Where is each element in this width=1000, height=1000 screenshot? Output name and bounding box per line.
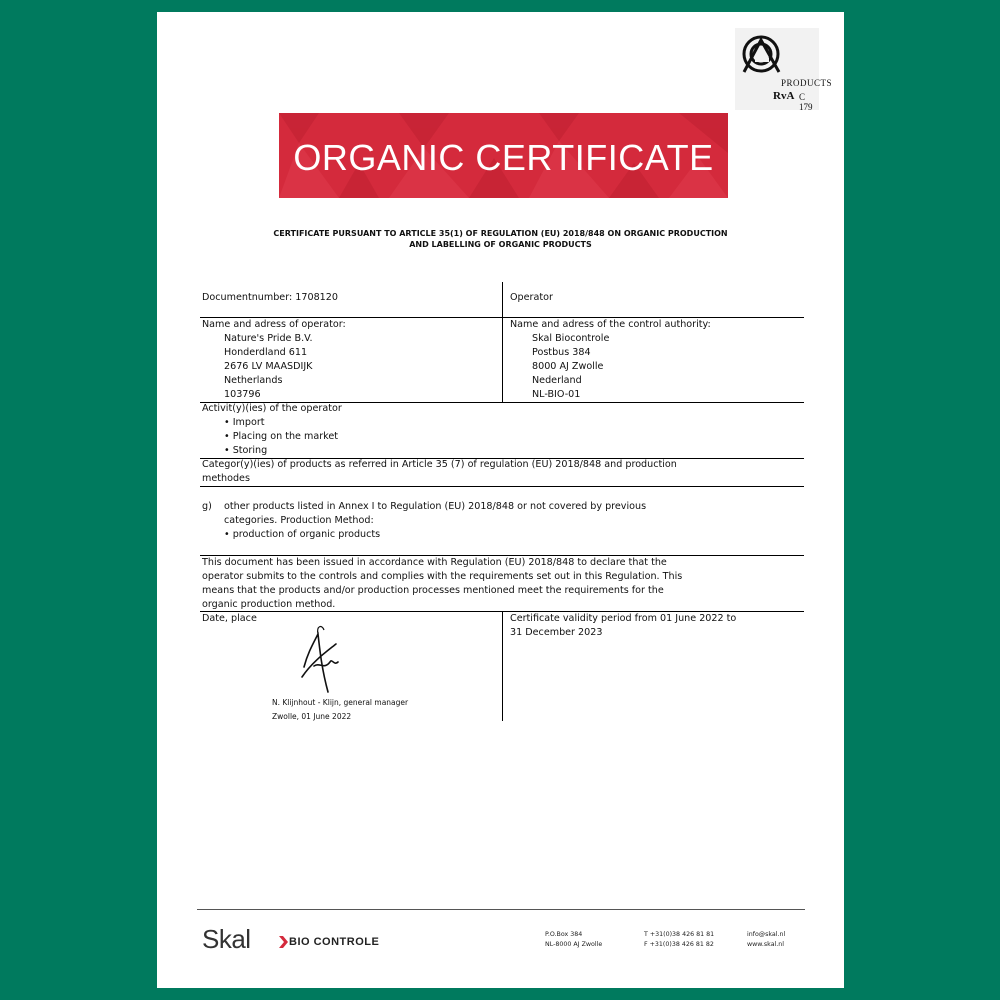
- document-number: Documentnumber: 1708120: [202, 292, 338, 303]
- date-place-label: Date, place: [202, 613, 257, 624]
- statement-line: organic production method.: [202, 599, 336, 610]
- footer-address: [545, 930, 602, 950]
- subtitle-line-2: AND LABELLING OF ORGANIC PRODUCTS: [409, 240, 592, 249]
- authority-postbus: Postbus 384: [532, 347, 591, 358]
- rva-label: RvA: [773, 90, 795, 102]
- footer-contact: [747, 930, 785, 950]
- footer-web[interactable]: www.skal.nl: [747, 941, 785, 948]
- activity-item: • Placing on the market: [224, 431, 339, 442]
- footer-email[interactable]: info@skal.nl: [747, 931, 786, 938]
- rva-accreditation-logo: [735, 28, 833, 112]
- validity-line-1: Certificate validity period from 01 June 2022 to: [510, 613, 737, 624]
- activity-item: • Storing: [224, 445, 268, 456]
- statement-line: operator submits to the controls and complies with the requirements set out in this Regulation. This: [202, 571, 683, 582]
- statement-line: This document has been issued in accordance with Regulation (EU) 2018/848 to declare that the: [202, 557, 667, 568]
- category-description: [224, 500, 646, 542]
- category-text-line-2: categories. Production Method:: [224, 515, 374, 526]
- operator-address-label: Name and adress of operator:: [202, 319, 346, 330]
- rva-code: C 179: [799, 92, 813, 112]
- footer-phone-fax: [644, 930, 714, 950]
- skal-logo: Skal: [202, 924, 251, 954]
- category-letter: g): [202, 501, 212, 512]
- activities-label: Activit(y)(ies) of the operator: [202, 403, 342, 414]
- certificate-page: [157, 12, 844, 988]
- authority-name: Skal Biocontrole: [532, 333, 610, 344]
- certificate-title: ORGANIC CERTIFICATE: [293, 137, 714, 178]
- categories-label-line-2: methodes: [202, 473, 250, 484]
- operator-country: Netherlands: [224, 375, 283, 386]
- table-divider-bottom: [502, 611, 503, 721]
- compliance-statement: [202, 556, 682, 612]
- table-rule: [200, 486, 804, 487]
- categories-label-line-1: Categor(y)(ies) of products as referred in Article 35 (7) of regulation (EU) 2018/848 and production: [202, 459, 677, 470]
- operator-city: 2676 LV MAASDIJK: [224, 361, 313, 372]
- rva-products-label: PRODUCTS: [781, 78, 833, 88]
- certificate-banner: [279, 113, 728, 198]
- category-text-line-3: • production of organic products: [224, 529, 381, 540]
- footer-address-line-2: NL-8000 AJ Zwolle: [545, 941, 603, 948]
- signatory-name: N. Klijnhout - Klijn, general manager: [272, 698, 409, 707]
- authority-country: Nederland: [532, 375, 582, 386]
- authority-code: NL-BIO-01: [532, 389, 581, 400]
- activities-block: [202, 402, 342, 458]
- footer-phone: T +31(0)38 426 81 81: [644, 931, 715, 938]
- rva-emblem-icon: [739, 32, 789, 80]
- footer-fax: F +31(0)38 426 81 82: [644, 941, 714, 948]
- operator-label: Operator: [510, 292, 553, 303]
- validity-period: [510, 612, 736, 640]
- category-text-line-1: other products listed in Annex I to Regulation (EU) 2018/848 or not covered by previous: [224, 501, 647, 512]
- certificate-subtitle: [237, 228, 764, 250]
- subtitle-line-1: CERTIFICATE PURSUANT TO ARTICLE 35(1) OF REGULATION (EU) 2018/848 ON ORGANIC PRODUCTION: [273, 229, 728, 238]
- table-divider-top: [502, 282, 503, 402]
- signature-icon: [294, 622, 344, 700]
- activity-item: • Import: [224, 417, 265, 428]
- operator-id: 103796: [224, 389, 261, 400]
- operator-street: Honderdland 611: [224, 347, 308, 358]
- chevron-right-icon: [279, 936, 288, 948]
- statement-line: means that the products and/or production processes mentioned meet the requirements for the: [202, 585, 664, 596]
- operator-name: Nature's Pride B.V.: [224, 333, 313, 344]
- signature-place-date: Zwolle, 01 June 2022: [272, 712, 352, 721]
- validity-line-2: 31 December 2023: [510, 627, 603, 638]
- authority-address-block: [510, 318, 711, 402]
- footer-divider: [197, 909, 805, 910]
- categories-heading: [202, 458, 677, 486]
- skal-subtitle: BIO CONTROLE: [289, 936, 380, 948]
- authority-address-label: Name and adress of the control authority:: [510, 319, 711, 330]
- authority-city: 8000 AJ Zwolle: [532, 361, 604, 372]
- operator-address-block: [202, 318, 346, 402]
- footer-address-line-1: P.O.Box 384: [545, 931, 583, 938]
